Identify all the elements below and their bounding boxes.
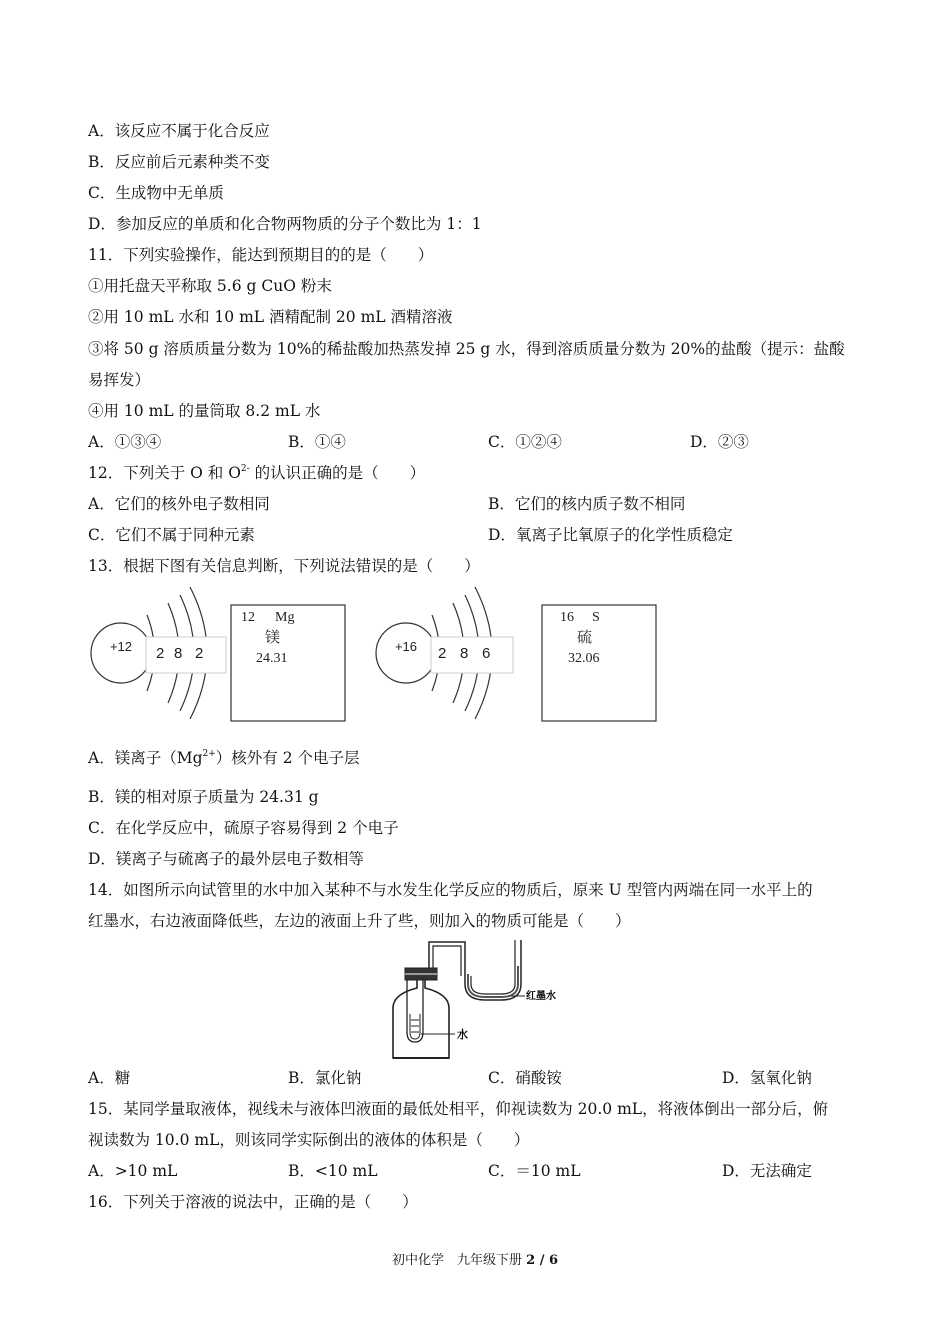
s-shell-2: 8 — [460, 645, 469, 662]
q13-stem: 13．根据下图有关信息判断，下列说法错误的是（ ） — [88, 557, 480, 575]
s-atomic-number: 16 — [560, 610, 574, 625]
q11-stem: 11．下列实验操作，能达到预期目的的是（ ） — [88, 246, 434, 264]
q10-option-a: A．该反应不属于化合反应 — [88, 122, 270, 140]
red-ink-label: 红墨水 — [526, 991, 556, 1002]
q13-option-d: D．镁离子与硫离子的最外层电子数相等 — [88, 850, 364, 868]
q15-stem-line2: 视读数为 10.0 mL，则该同学实际倒出的液体的体积是（ ） — [88, 1131, 530, 1149]
mg-mass: 24.31 — [256, 651, 288, 666]
mg-shell-1: 2 — [156, 645, 165, 662]
q10-option-b: B．反应前后元素种类不变 — [88, 153, 270, 171]
u-tube-apparatus-figure — [385, 936, 575, 1062]
mg-shell-2: 8 — [174, 645, 183, 662]
q11-option-d: D．②③ — [690, 433, 749, 451]
q11-item-1: ①用托盘天平称取 5.6 g CuO 粉末 — [88, 277, 332, 295]
s-shell-3: 6 — [482, 645, 491, 662]
mg-atomic-number: 12 — [241, 610, 255, 625]
mg-symbol: Mg — [275, 610, 295, 625]
q13-option-c: C．在化学反应中，硫原子容易得到 2 个电子 — [88, 819, 399, 837]
q10-option-c: C．生成物中无单质 — [88, 184, 224, 202]
q15-option-b: B．<10 mL — [288, 1162, 378, 1180]
mg-name: 镁 — [265, 628, 281, 646]
q13-option-a: A．镁离子$(Mg^{2+})$核外有 2 个电子层 — [88, 749, 360, 767]
mg-shell-3: 2 — [195, 645, 204, 662]
q12-stem: 12．下列关于 O 和 $O^{2-}$ 的认识正确的是（ ） — [88, 464, 426, 482]
water-label: 水 — [457, 1028, 468, 1041]
page-footer: 初中化学 九年级下册 2 / 6 — [391, 1253, 559, 1268]
q11-item-2: ②用 10 mL 水和 10 mL 酒精配制 20 mL 酒精溶液 — [88, 308, 453, 326]
mg-nucleus-charge: +12 — [109, 639, 133, 654]
q11-option-c: C．①②④ — [488, 433, 562, 451]
q15-option-c: C．＝10 mL — [488, 1162, 581, 1180]
q14-stem-line2: 红墨水，右边液面降低些，左边的液面上升了些，则加入的物质可能是（ ） — [88, 912, 631, 930]
q14-option-c: C．硝酸铵 — [488, 1069, 562, 1087]
q11-option-b: B．①④ — [288, 433, 346, 451]
q13-option-b: B．镁的相对原子质量为 24.31 g — [88, 788, 319, 806]
s-symbol: S — [592, 610, 600, 625]
q14-option-b: B．氯化钠 — [288, 1069, 362, 1087]
q10-option-d: D．参加反应的单质和化合物两物质的分子个数比为 1：1 — [88, 215, 482, 233]
q16-stem: 16．下列关于溶液的说法中，正确的是（ ） — [88, 1193, 418, 1211]
page-number: 2 / 6 — [526, 1253, 559, 1268]
q15-option-a: A．>10 mL — [88, 1162, 178, 1180]
q14-option-a: A．糖 — [88, 1069, 131, 1087]
q15-stem-line1: 15．某同学量取液体，视线未与液体凹液面的最低处相平，仰视读数为 20.0 mL，将液体倒出一部分后，俯 — [88, 1100, 829, 1118]
q12-option-a: A．它们的核外电子数相同 — [88, 495, 270, 513]
q11-item-3-cont: 易挥发） — [88, 371, 151, 389]
q11-option-a: A．①③④ — [88, 433, 162, 451]
q12-option-c: C．它们不属于同种元素 — [88, 526, 255, 544]
q14-stem-line1: 14．如图所示向试管里的水中加入某种不与水发生化学反应的物质后，原来 U 型管内两端在同一水平上的 — [88, 881, 813, 899]
q15-option-d: D．无法确定 — [722, 1162, 812, 1180]
s-nucleus-charge: +16 — [394, 639, 418, 654]
s-shell-1: 2 — [438, 645, 447, 662]
q12-option-b: B．它们的核内质子数不相同 — [488, 495, 686, 513]
q11-item-4: ④用 10 mL 的量筒取 8.2 mL 水 — [88, 402, 321, 420]
q11-item-3: ③将 50 g 溶质质量分数为 10%的稀盐酸加热蒸发掉 25 g 水，得到溶质质量分数为 20%的盐酸（提示：盐酸 — [88, 340, 845, 358]
s-mass: 32.06 — [568, 651, 600, 666]
atom-structure-figure — [80, 585, 680, 730]
q14-option-d: D．氢氧化钠 — [722, 1069, 812, 1087]
q12-option-d: D．氧离子比氧原子的化学性质稳定 — [488, 526, 733, 544]
s-name: 硫 — [577, 628, 593, 646]
